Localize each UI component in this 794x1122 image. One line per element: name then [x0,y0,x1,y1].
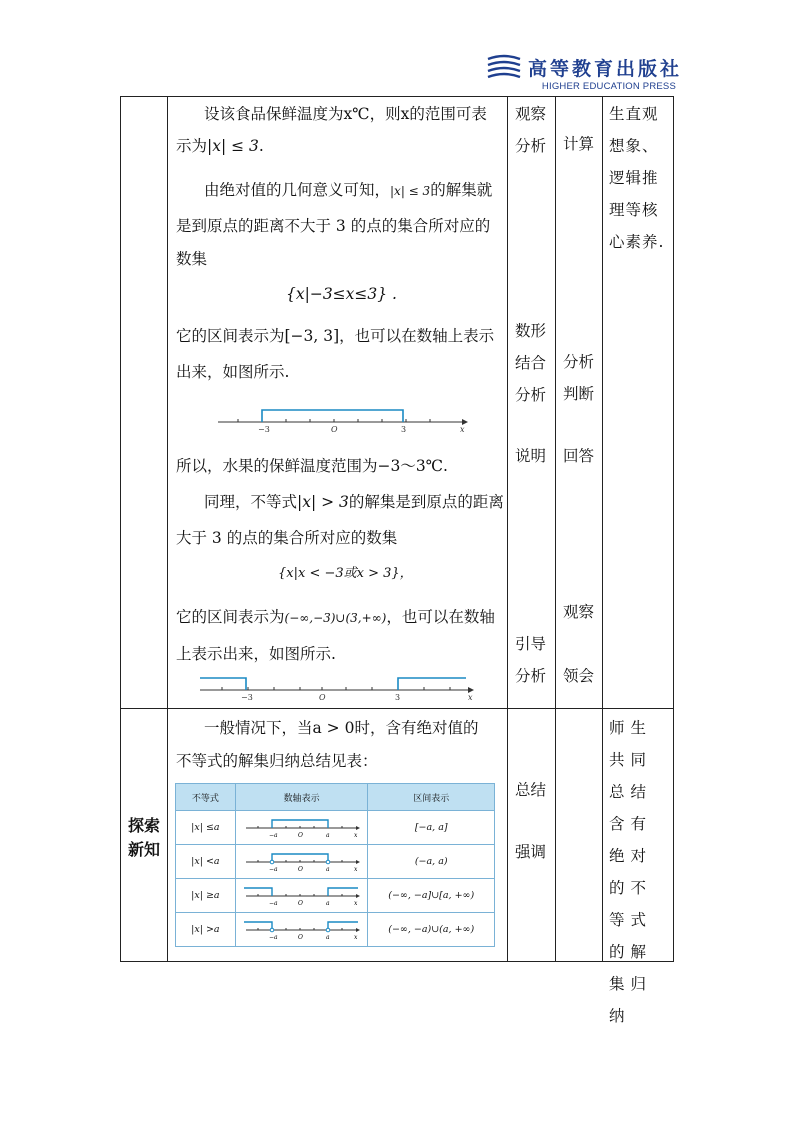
content-p2b: 是到原点的距离不大于 3 的点的集合所对应的 [176,217,491,235]
summary-interval: (−a, a) [368,845,495,879]
table-divider-2 [507,96,508,962]
content-p6b: 上表示出来，如图所示. [176,645,336,663]
teacher-activity: 数形 [515,322,547,340]
nl2-label-neg3: −3 [241,693,253,702]
section-label: 探索新知 [127,816,160,859]
svg-text:O: O [297,832,303,839]
student-activity: 回答 [563,447,595,465]
summary-ineq: |x| >a [176,913,236,947]
student-activity: 观察 [563,603,595,621]
nl1-label-neg3: −3 [258,425,270,434]
content-p2a: 由绝对值的几何意义可知，|x| ≤ 3的解集就 [204,181,493,199]
teacher-activity: 引导 [515,635,547,653]
summary-interval: (−∞, −a)∪(a, +∞) [368,913,495,947]
mini-number-line [242,813,362,839]
summary-ineq: |x| ≥a [176,879,236,913]
summary-number-line [235,879,368,913]
svg-text:−a: −a [268,934,278,941]
set-open-outer: {x|x < −3或x > 3}， [278,566,413,581]
summary-ineq: |x| ≤a [176,811,236,845]
summary-header-number-line: 数轴表示 [235,784,368,811]
summary-header-interval: 区间表示 [368,784,495,811]
nl1-label-x: x [460,425,465,434]
teacher-activity: 总结 [515,781,547,799]
svg-text:a: a [325,866,330,873]
svg-text:x: x [353,934,357,941]
mini-number-line [242,915,362,941]
mini-number-line [242,847,362,873]
teacher-activity: 观察 [515,105,547,123]
summary-table-header-row [176,784,495,811]
teacher-activity: 分析 [515,137,547,155]
svg-text:x: x [353,832,357,839]
teacher-activity: 分析 [515,667,547,685]
svg-text:a: a [325,934,330,941]
summary-header-inequality: 不等式 [176,784,236,811]
table-row-divider [120,708,674,709]
content-p1b: 示为|x| ≤ 3. [176,137,264,155]
table-row [176,913,495,947]
nl1-label-origin: O [331,425,338,434]
publisher-name-cn: 高等教育出版社 [528,58,683,80]
mini-number-line [242,881,362,907]
svg-text:−a: −a [268,866,278,873]
content-p3b: 出来，如图所示. [176,363,290,381]
summary-number-line [235,811,368,845]
summary-number-line [235,913,368,947]
teacher-activity: 强调 [515,843,547,861]
publisher-name-en: HIGHER EDUCATION PRESS [541,81,676,92]
content-p7b: 不等式的解集归纳总结见表： [176,752,378,770]
content-p5b: 大于 3 的点的集合所对应的数集 [176,529,398,547]
teacher-activity: 分析 [515,386,547,404]
nl2-label-x: x [468,693,473,702]
table-border-bottom [120,961,674,962]
table-divider-3 [555,96,556,962]
table-row [176,879,495,913]
student-activity: 分析 [563,353,595,371]
svg-text:x: x [353,866,357,873]
svg-text:O: O [297,866,303,873]
content-p7a: 一般情况下，当a > 0时，含有绝对值的 [204,719,479,737]
summary-ineq: |x| <a [176,845,236,879]
content-p2c: 数集 [176,250,208,268]
table-divider-1 [167,96,168,962]
nl1-label-3: 3 [401,425,407,434]
svg-text:−a: −a [268,832,278,839]
teacher-activity: 说明 [515,447,547,465]
summary-table [175,783,495,947]
content-p3a: 它的区间表示为[−3, 3]，也可以在数轴上表示 [176,327,495,345]
table-row [176,811,495,845]
svg-text:x: x [353,900,357,907]
table-border-right [673,96,674,962]
student-activity: 计算 [563,135,595,153]
svg-text:O: O [297,934,303,941]
design-intent-1: 生直观想象、逻辑推理等核心素养. [609,105,665,251]
table-divider-4 [602,96,603,962]
content-p1a: 设该食品保鲜温度为x℃，则x的范围可表 [204,105,487,123]
table-border-top [120,96,674,97]
teacher-activity: 结合 [515,354,547,372]
number-line-open-outer [196,670,476,704]
svg-text:−a: −a [268,900,278,907]
svg-text:a: a [325,832,330,839]
student-activity: 领会 [563,667,595,685]
content-p6a: 它的区间表示为(−∞,−3)∪(3,+∞)，也可以在数轴 [176,608,495,626]
student-activity: 判断 [563,385,595,403]
publisher-logo [484,52,683,94]
summary-number-line [235,845,368,879]
set-closed-interval: {x|−3≤x≤3} . [286,285,397,303]
summary-interval: (−∞, −a]∪[a, +∞) [368,879,495,913]
nl2-label-origin: O [319,693,326,702]
publisher-emblem-icon [484,54,524,82]
design-intent-2: 师生共同总结含有绝对的不等式的解集归纳 [609,719,653,1025]
content-p5a: 同理，不等式|x| > 3的解集是到原点的距离 [204,493,504,511]
nl2-label-3: 3 [395,693,401,702]
table-row [176,845,495,879]
number-line-closed [210,402,470,436]
svg-text:a: a [325,900,330,907]
svg-text:O: O [297,900,303,907]
content-p4: 所以，水果的保鲜温度范围为−3～3℃. [176,457,448,475]
summary-interval: [−a, a] [368,811,495,845]
